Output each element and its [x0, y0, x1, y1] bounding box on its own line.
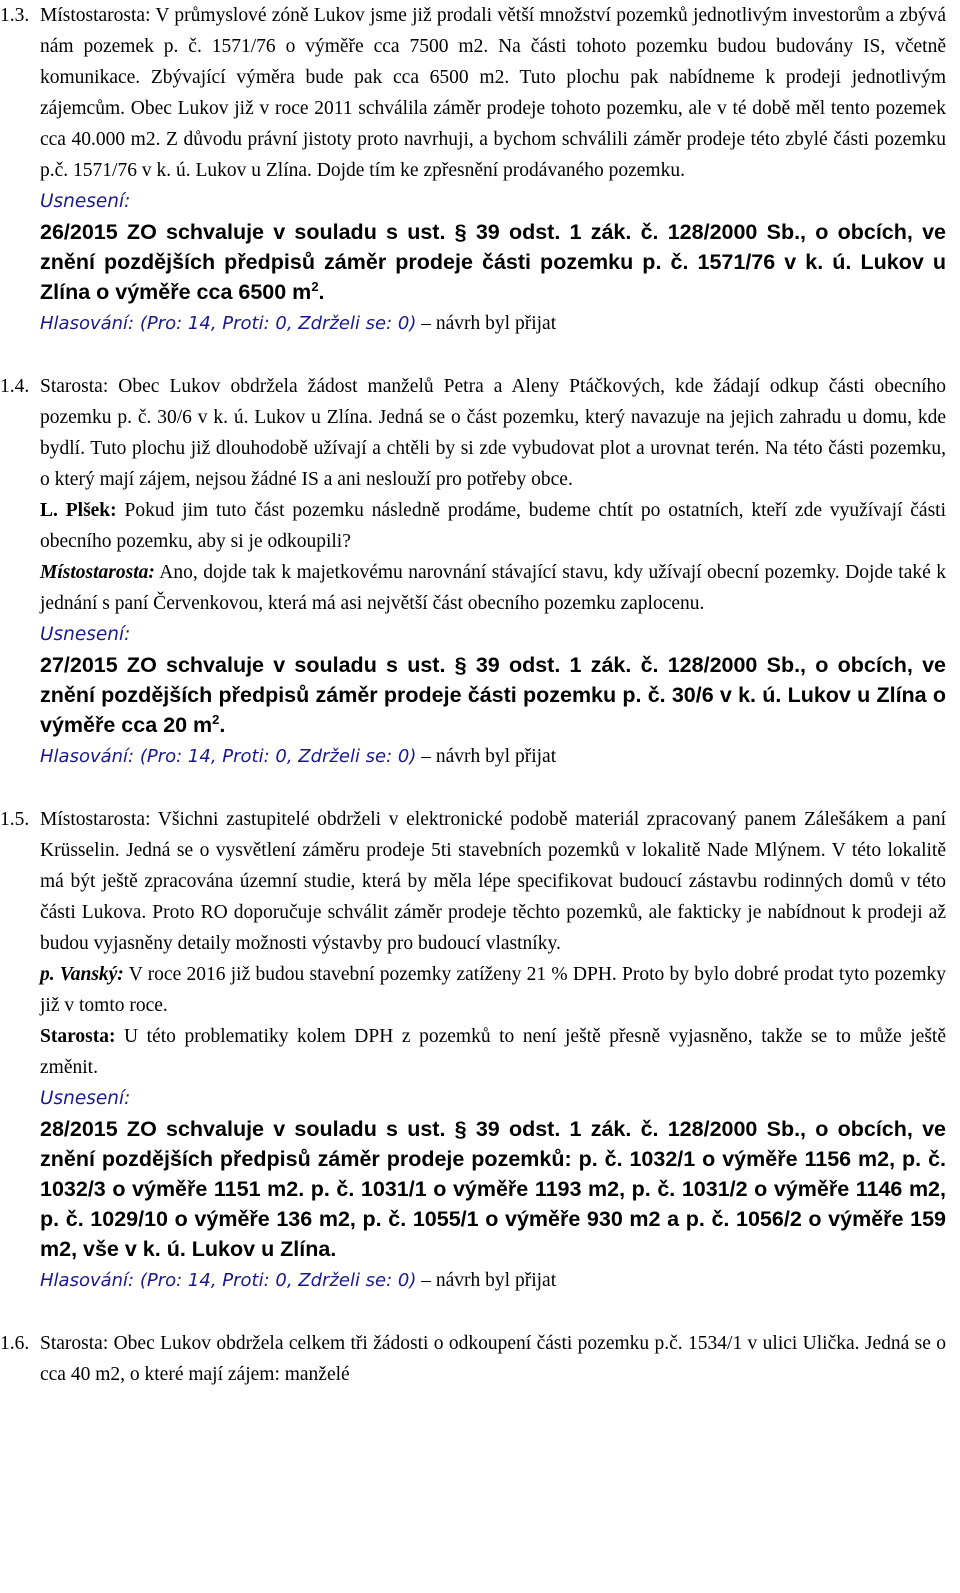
section-number: 1.3.: [0, 5, 30, 26]
section-number: 1.4.: [0, 376, 30, 397]
speaker-label: Starosta:: [40, 1026, 116, 1047]
speaker-label: L. Plšek:: [40, 500, 117, 521]
section-1-5: [0, 804, 960, 1297]
section-1-3: [0, 0, 960, 340]
speaker-paragraph: Místostarosta: Ano, dojde tak k majetkovému narovnání stávající stavu, kdy užívají obecní pozemky. Dojde také k jednání s paní Červenkovou, která má asi největší část obecního pozemku zaplocenu.: [40, 562, 946, 614]
resolution-heading: Usnesení:: [40, 191, 131, 212]
section-text: Místostarosta: V průmyslové zóně Lukov jsme již prodali větší množství pozemků jednotlivým investorům a zbývá nám pozemek p. č. 1571/76 o výměře cca 7500 m2. Na části tohoto pozemku budou budovány IS, včetně komunikace. Zbývající výměra bude pak cca 6500 m2. Tuto plochu pak nabídneme k prodeji jednotlivým zájemcům. Obec Lukov již v roce 2011 schválila záměr prodeje tohoto pozemku, ale v té době měl tento pozemek cca 40.000 m2. Z důvodu právní jistoty proto navrhuji, a bychom schválili záměr prodeje této zbylé části pozemku p.č. 1571/76 v k. ú. Lukov u Zlína. Dojde tím ke zpřesnění prodávaného pozemku.: [40, 5, 946, 181]
resolution-text: 28/2015 ZO schvaluje v souladu s ust. § 39 odst. 1 zák. č. 128/2000 Sb., o obcích, ve znění pozdějších předpisů záměr prodeje pozemků: p. č. 1032/1 o výměře 1156 m2, p. č. 1032/3 o výměře 1151 m2. p. č. 1031/1 o výměře 1193 m2, p. č. 1031/2 o výměře 1146 m2, p. č. 1029/10 o výměře 136 m2, p. č. 1055/1 o výměře 930 m2 a p. č. 1056/2 o výměře 159 m2, vše v k. ú. Lukov u Zlína.: [40, 1117, 946, 1261]
vote-result: [40, 307, 946, 340]
vote-label: Hlasování: (Pro: 14, Proti: 0, Zdrželi se: 0): [40, 313, 417, 334]
section-text: Starosta: Obec Lukov obdržela celkem tři žádosti o odkoupení části pozemku p.č. 1534/1 v ulici Ulička. Jedná se o cca 40 m2, o které mají zájem: manželé: [40, 1333, 946, 1385]
speaker-paragraph: p. Vanský: V roce 2016 již budou stavební pozemky zatíženy 21 % DPH. Proto by bylo dobré prodat tyto pozemky již v tomto roce.: [40, 964, 946, 1016]
section-number: 1.5.: [0, 809, 30, 830]
section-1-6: [0, 1328, 960, 1390]
resolution-text: 26/2015 ZO schvaluje v souladu s ust. § 39 odst. 1 zák. č. 128/2000 Sb., o obcích, ve znění pozdějších předpisů záměr prodeje části pozemku p. č. 1571/76 v k. ú. Lukov u Zlína o výměře cca 6500 $m^2$.: [40, 220, 946, 304]
resolution-text: 27/2015 ZO schvaluje v souladu s ust. § 39 odst. 1 zák. č. 128/2000 Sb., o obcích, ve znění pozdějších předpisů záměr prodeje části pozemku p. č. 30/6 v k. ú. Lukov u Zlína o výměře cca 20 $m^2$.: [40, 653, 946, 737]
speaker-paragraph: Starosta: U této problematiky kolem DPH z pozemků to není ještě přesně vyjasněno, takže se to může ještě změnit.: [40, 1026, 946, 1078]
vote-outcome: – návrh byl přijat: [416, 746, 557, 767]
vote-result: [40, 1264, 946, 1297]
vote-outcome: – návrh byl přijat: [416, 1270, 557, 1291]
vote-result: [40, 740, 946, 773]
speaker-label: Místostarosta:: [40, 562, 155, 583]
resolution-heading: Usnesení:: [40, 624, 131, 645]
vote-outcome: – návrh byl přijat: [416, 313, 557, 334]
speaker-paragraph: L. Plšek: Pokud jim tuto část pozemku následně prodáme, budeme chtít po ostatních, kteří zde využívají části obecního pozemku, aby si je odkoupili?: [40, 500, 946, 552]
section-text: Starosta: Obec Lukov obdržela žádost manželů Petra a Aleny Ptáčkových, kde žádají odkup části obecního pozemku p. č. 30/6 v k. ú. Lukov u Zlína. Jedná se o část pozemku, který navazuje na jejich zahradu u domu, kde bydlí. Tuto plochu již dlouhodobě užívají a chtěli by si zde vybudovat plot a urovnat terén. Na této části pozemku, o který mají zájem, nejsou žádné IS a ani neslouží pro potřeby obce.: [40, 376, 946, 490]
vote-label: Hlasování: (Pro: 14, Proti: 0, Zdrželi se: 0): [40, 746, 417, 767]
speaker-label: p. Vanský:: [40, 964, 124, 985]
section-number: 1.6.: [0, 1333, 30, 1354]
vote-label: Hlasování: (Pro: 14, Proti: 0, Zdrželi se: 0): [40, 1270, 417, 1291]
section-1-4: [0, 371, 960, 773]
section-text: Místostarosta: Všichni zastupitelé obdrželi v elektronické podobě materiál zpracovaný panem Zálešákem a paní Krüsselin. Jedná se o vysvětlení záměru prodeje 5ti stavebních pozemků v lokalitě Nade Mlýnem. V této lokalitě má být ještě zpracována územní studie, která by měla lépe specifikovat budoucí zástavbu rodinných domů v této části Lukova. Proto RO doporučuje schválit záměr prodeje těchto pozemků, ale fakticky je nabídnout k prodeji až budou vyjasněny detaily možnosti výstavby pro budoucí vlastníky.: [40, 809, 946, 954]
resolution-heading: Usnesení:: [40, 1088, 131, 1109]
